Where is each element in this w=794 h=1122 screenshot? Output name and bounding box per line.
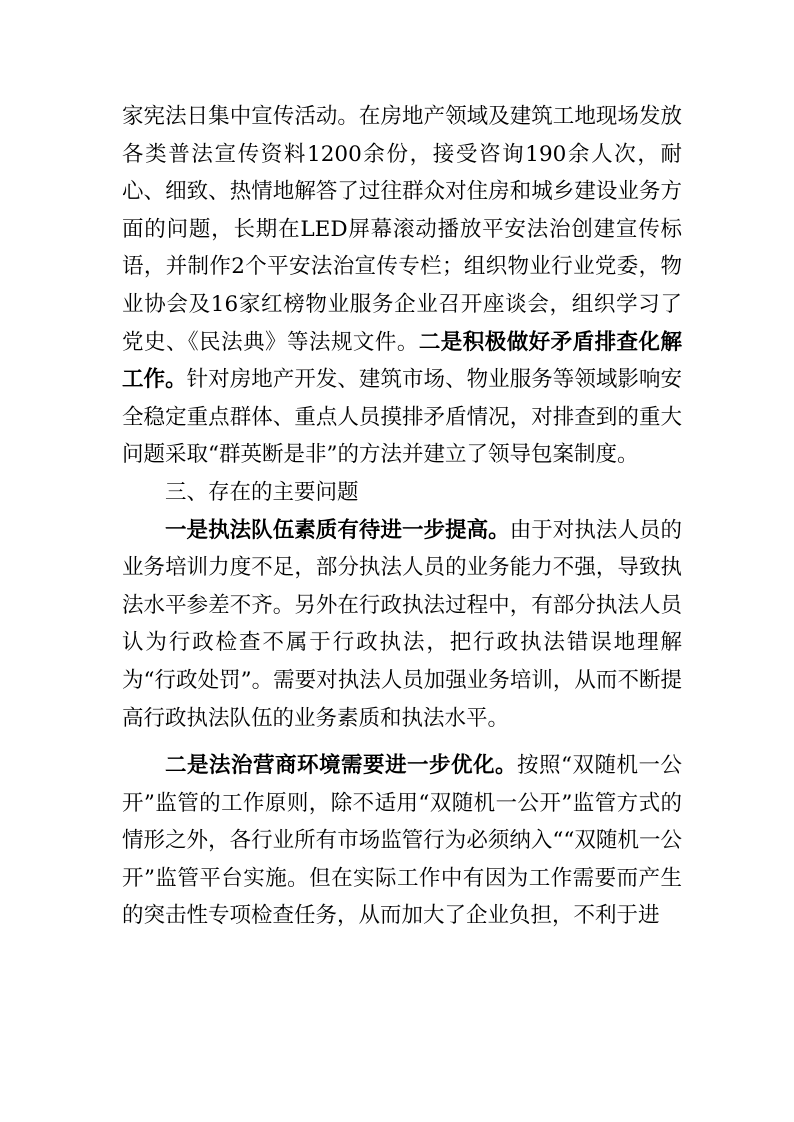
paragraph-text: 由于对执法人员的业务培训力度不足，部分执法人员的业务能力不强，导致执法水平参差不齐。另外在行政执法过程中，有部分执法人员认为行政检查不属于行政执法，把行政执法错误地理解为“行政处罚”。需要对执法人员加强业务培训，从而不断提高行政执法队伍的业务素质和执法水平。 (122, 517, 682, 731)
document-body (122, 98, 682, 935)
paragraph-problem-two (122, 747, 682, 935)
bold-lead-sentence: 二是积极做好矛盾排查化解工作。 (122, 329, 682, 393)
paragraph-continued (122, 98, 682, 474)
bold-lead-sentence: 一是执法队伍素质有待进一步提高。 (165, 517, 510, 543)
paragraph-text: 家宪法日集中宣传活动。在房地产领域及建筑工地现场发放各类普法宣传资料1200余份，接受咨询190余人次，耐心、细致、热情地解答了过往群众对住房和城乡建设业务方面的问题，长期在LED屏幕滚动播放平安法治创建宣传标语，并制作2个平安法治宣传专栏；组织物业行业党委，物业协会及16家红榜物业服务企业召开座谈会，组织学习了党史、《民法典》等法规文件。 (122, 104, 682, 355)
section-heading: 三、存在的主要问题 (165, 479, 359, 505)
paragraph-text: 针对房地产开发、建筑市场、物业服务等领域影响安全稳定重点群体、重点人员摸排矛盾情况，对排查到的重大问题采取“群英断是非”的方法并建立了领导包案制度。 (122, 367, 682, 468)
paragraph-text: 按照“双随机一公开”监管的工作原则，除不适用“双随机一公开”监管方式的情形之外，各行业所有市场监管行为必须纳入““双随机一公开”监管平台实施。但在实际工作中有因为工作需要而产生的突击性专项检查任务，从而加大了企业负担，不利于进 (122, 753, 682, 929)
paragraph-problem-one (122, 512, 682, 738)
bold-lead-sentence: 二是法治营商环境需要进一步优化。 (165, 753, 517, 779)
